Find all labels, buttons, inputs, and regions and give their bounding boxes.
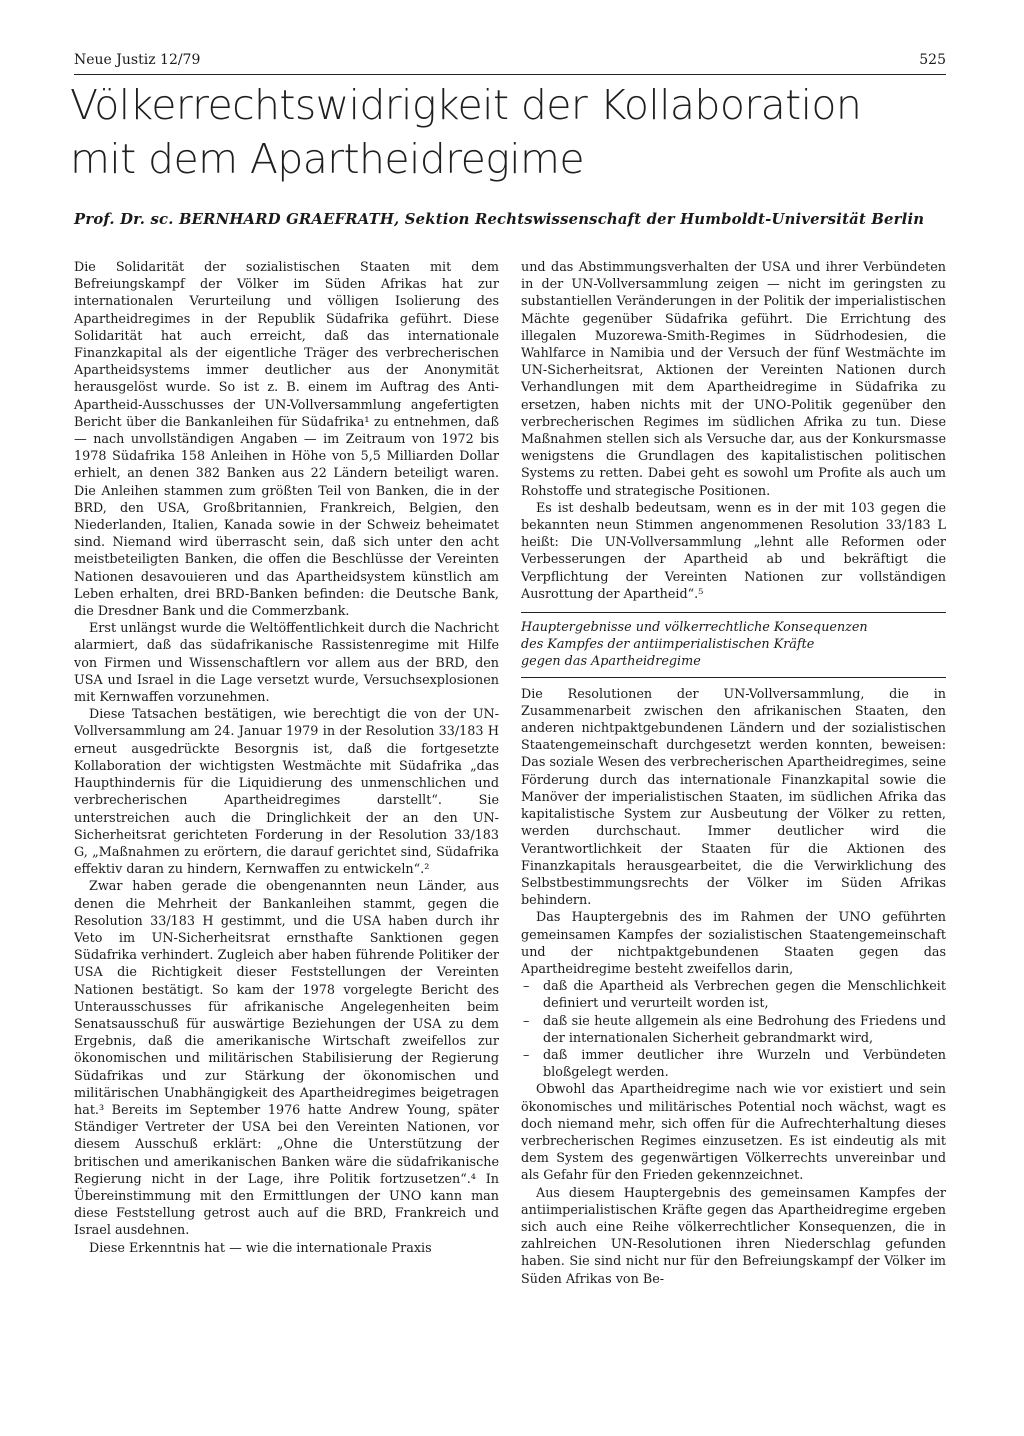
paragraph: Die Resolutionen der UN-Vollversammlung, die in Zusammenarbeit zwischen den afrikanischen Staaten, den anderen nichtpaktgebundenen Ländern und der sozialistischen Staatengemeinschaft durchgesetzt werden konnten, beweisen: Das soziale Wesen des verbrecherischen Apartheidregimes, seine Förderung durch das internationale Finanzkapital sowie die Manöver der imperialistischen Staaten, im südlichen Afrika das kapitalistische System zur Ausbeutung der Völker zu retten, werden durchschaut. Immer deutlicher wird die Verantwortlichkeit der Staaten für die Aktionen des Finanzkapitals herausgearbeitet, die die Verwirklichung des Selbstbestimmungsrechts der Völker im Süden Afrikas behindern. bbox=[521, 686, 946, 909]
list-item: – daß sie heute allgemein als eine Bedrohung des Friedens und der internationalen Sicherheit gebrandmarkt wird, bbox=[521, 1013, 946, 1047]
journal-issue: Neue Justiz 12/79 bbox=[74, 52, 201, 68]
header-rule bbox=[74, 74, 946, 75]
paragraph: Diese Tatsachen bestätigen, wie berechtigt die von der UN-Vollversammlung am 24. Januar 1979 in der Resolution 33/183 H erneut ausgedrückte Besorgnis ist, daß die fortgesetzte Kollaboration der wichtigsten Westmächte mit Südafrika „das Haupthindernis für die Liquidierung des unmenschlichen und verbrecherischen Apartheidregimes darstellt“. Sie unterstreichen auch die Dringlichkeit der an den UN-Sicherheitsrat gerichteten Forderung in der Resolution 33/183 G, „Maßnahmen zu erörtern, die darauf gerichtet sind, Südafrika effektiv daran zu hindern, Kernwaffen zu entwickeln“.² bbox=[74, 707, 499, 878]
findings-list bbox=[521, 978, 946, 1081]
paragraph: Aus diesem Hauptergebnis des gemeinsamen Kampfes der antiimperialistischen Kräfte gegen das Apartheidregime ergeben sich auch eine Reihe völkerrechtlicher Konsequenzen, die in zahlreichen UN-Resolutionen ihren Niederschlag gefunden haben. Sie sind nicht nur für den Befreiungskampf der Völker im Süden Afrikas von Be- bbox=[521, 1185, 946, 1287]
paragraph: Obwohl das Apartheidregime nach wie vor existiert und sein ökonomisches und militärisches Potential noch wächst, wagt es doch niemand mehr, sich offen für die Aufrechterhaltung dieses verbrecherischen Regimes einzusetzen. Es ist eindeutig als mit dem System des gegenwärtigen Völkerrechts unvereinbar und als Gefahr für den Frieden gekennzeichnet. bbox=[521, 1082, 946, 1184]
paragraph: Das Hauptergebnis des im Rahmen der UNO geführten gemeinsamen Kampfes der sozialistischen Staatengemeinschaft und der nichtpaktgebundenen Staaten gegen das Apartheidregime besteht zweifellos darin, bbox=[521, 910, 946, 977]
section-subheading bbox=[521, 612, 946, 678]
paragraph: Die Solidarität der sozialistischen Staaten mit dem Befreiungskampf der Völker im Süden Afrikas hat zur internationalen Verurteilung und völligen Isolierung des Apartheidregimes in der Republik Südafrika geführt. Diese Solidarität hat auch erreicht, daß das internationale Finanzkapital als der eigentliche Träger des verbrecherischen Apartheidsystems immer deutlicher aus der Anonymität herausgelöst wurde. So ist z. B. einem im Auftrag des Anti-Apartheid-Ausschusses der UN-Vollversammlung angefertigten Bericht über die Bankanleihen für Südafrika¹ zu entnehmen, daß — nach unvollständigen Angaben — im Zeitraum von 1972 bis 1978 Südafrika 158 Anleihen in Höhe von 5,5 Milliarden Dollar erhielt, an denen 382 Banken aus 22 Ländern beteiligt waren. Die Anleihen stammen zum größten Teil von Banken, die in der BRD, den USA, Großbritannien, Frankreich, Belgien, den Niederlanden, Italien, Kanada sowie in der Schweiz beheimatet sind. Niemand wird überrascht sein, daß sich unter den acht meistbeteiligten Banken, die offen die Beschlüsse der Vereinten Nationen desavouieren und das Apartheidsystem künstlich am Leben erhalten, drei BRD-Banken befinden: die Deutsche Bank, die Dresdner Bank und die Commerzbank. bbox=[74, 260, 499, 620]
running-header bbox=[74, 52, 946, 74]
paragraph: Es ist deshalb bedeutsam, wenn es in der mit 103 gegen die bekannten neun Stimmen angenommenen Resolution 33/183 L heißt: Die UN-Vollversammlung „lehnt alle Reformen oder Verbesserungen der Apartheid ab und bekräftigt die Verpflichtung der Vereinten Nationen zur vollständigen Ausrottung der Apartheid“.⁵ bbox=[521, 500, 946, 602]
list-item: – daß immer deutlicher ihre Wurzeln und Verbündeten bloßgelegt werden. bbox=[521, 1047, 946, 1081]
right-column bbox=[521, 259, 946, 1379]
author-line: Prof. Dr. sc. BERNHARD GRAEFRATH, Sektion Rechtswissenschaft der Humboldt-Universität Berlin bbox=[74, 211, 925, 228]
page-number: 525 bbox=[919, 52, 946, 68]
left-column bbox=[74, 259, 499, 1379]
subheading-line-1: Hauptergebnisse und völkerrechtliche Konsequenzen bbox=[521, 620, 868, 636]
paragraph: Erst unlängst wurde die Weltöffentlichkeit durch die Nachricht alarmiert, daß das südafrikanische Rassistenregime mit Hilfe von Firmen und Wissenschaftlern vor allem aus der BRD, den USA und Israel in die Lage versetzt wurde, Versuchsexplosionen mit Kernwaffen vorzunehmen. bbox=[74, 621, 499, 706]
subheading-line-2: des Kampfes der antiimperialistischen Kräfte bbox=[521, 637, 815, 653]
paragraph: und das Abstimmungsverhalten der USA und ihrer Verbündeten in der UN-Vollversammlung zeigen — nicht im geringsten zu substantiellen Veränderungen in der Politik der imperialistischen Mächte gegenüber Südafrika geführt. Die Errichtung des illegalen Muzorewa-Smith-Regimes in Südrhodesien, die Wahlfarce in Namibia und der Versuch der fünf Westmächte im UN-Sicherheitsrat, Aktionen der Vereinten Nationen durch Verhandlungen mit dem Apartheidregime in Südafrika zu ersetzen, haben nichts mit der UNO-Politik gegenüber den verbrecherischen Regimes im südlichen Afrika zu tun. Diese Maßnahmen stellen sich als Versuche dar, aus der Konkursmasse wenigstens die Grundlagen des kapitalistischen politischen Systems zu retten. Dabei geht es sowohl um Profite als auch um Rohstoffe und strategische Positionen. bbox=[521, 260, 946, 499]
paragraph: Diese Erkenntnis hat — wie die internationale Praxis bbox=[89, 1240, 432, 1256]
list-item: – daß die Apartheid als Verbrechen gegen die Menschlichkeit definiert und verurteilt worden ist, bbox=[521, 978, 946, 1012]
title-line-1: Völkerrechtswidrigkeit der Kollaboration bbox=[70, 81, 862, 129]
subheading-line-3: gegen das Apartheidregime bbox=[521, 654, 701, 670]
paragraph: Zwar haben gerade die obengenannten neun Länder, aus denen die Mehrheit der Bankanleihen stammt, gegen die Resolution 33/183 H gestimmt, und die USA haben durch ihr Veto im UN-Sicherheitsrat ernsthafte Sanktionen gegen Südafrika verhindert. Zugleich aber haben führende Politiker der USA die Richtigkeit dieser Feststellungen der Vereinten Nationen bestätigt. So kam der 1978 vorgelegte Bericht des Unterausschusses für afrikanische Angelegenheiten beim Senatsausschuß für auswärtige Beziehungen der USA zu dem Ergebnis, daß die amerikanische Wirtschaft zweifellos zur ökonomischen und militärischen Stabilisierung der Regierung Südafrikas und zur Stärkung der ökonomischen und militärischen Unabhängigkeit des Apartheidregimes beigetragen hat.³ Bereits im September 1976 hatte Andrew Young, später Ständiger Vertreter der USA bei den Vereinten Nationen, vor diesem Ausschuß erklärt: „Ohne die Unterstützung der britischen und amerikanischen Banken wäre die südafrikanische Regierung nicht in der Lage, ihre Politik fortzusetzen“.⁴ In Übereinstimmung mit den Ermittlungen der UNO kann man diese Feststellung getrost auch auf die BRD, Frankreich und Israel ausdehnen. bbox=[74, 879, 499, 1239]
article-title bbox=[70, 78, 950, 186]
title-line-2: mit dem Apartheidregime bbox=[70, 135, 584, 183]
